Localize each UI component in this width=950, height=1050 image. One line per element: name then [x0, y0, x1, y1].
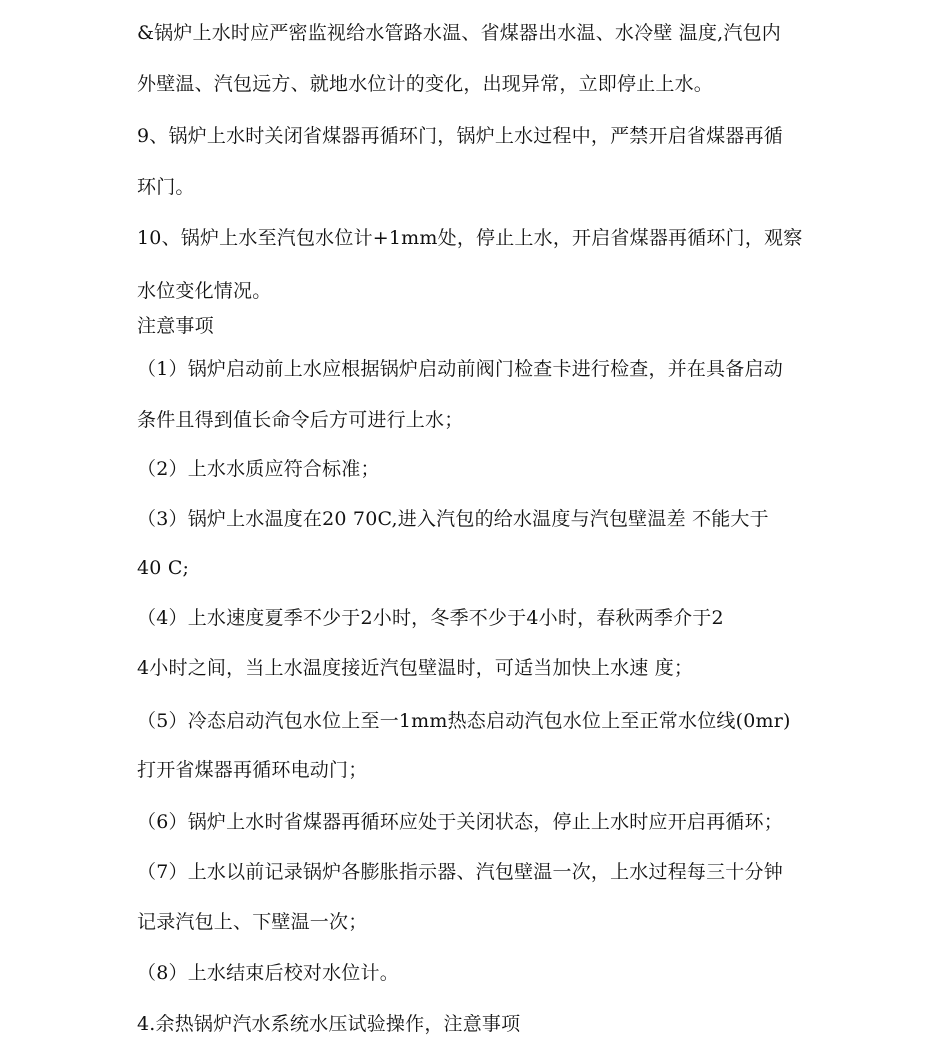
section-heading: 4.余热锅炉汽水系统水压试验操作，注意事项	[137, 1013, 521, 1035]
list-item: （7）上水以前记录锅炉各膨胀指示器、汽包壁温一次，上水过程每三十分钟	[137, 861, 783, 883]
list-item: （2）上水水质应符合标准；	[137, 458, 380, 480]
text-line: 4小时之间，当上水温度接近汽包壁温时，可适当加快上水速 度；	[137, 657, 694, 679]
section-heading: 注意事项	[137, 315, 214, 337]
text-line: 外壁温、汽包远方、就地水位计的变化，出现异常，立即停止上水。	[137, 73, 714, 95]
list-item: （5）冷态启动汽包水位上至一1mm热态启动汽包水位上至正常水位线(0mr)	[137, 710, 791, 732]
text-line: 记录汽包上、下壁温一次；	[137, 911, 368, 933]
text-line: 环门。	[137, 176, 195, 198]
list-item: （1）锅炉启动前上水应根据锅炉启动前阀门检查卡进行检查，并在具备启动	[137, 358, 783, 380]
text-line: 水位变化情况。	[137, 280, 272, 302]
text-line: 打开省煤器再循环电动门；	[137, 759, 368, 781]
list-item: （3）锅炉上水温度在20 70C,进入汽包的给水温度与汽包壁温差 不能大于	[137, 508, 769, 530]
list-item: （4）上水速度夏季不少于2小时，冬季不少于4小时，春秋两季介于2	[137, 607, 724, 629]
text-line: 条件且得到值长命令后方可进行上水；	[137, 409, 464, 431]
text-line: 9、锅炉上水时关闭省煤器再循环门，锅炉上水过程中，严禁开启省煤器再循	[137, 125, 783, 147]
list-item: （6）锅炉上水时省煤器再循环应处于关闭状态，停止上水时应开启再循环；	[137, 811, 783, 833]
text-line: 10、锅炉上水至汽包水位计+1mm处，停止上水，开启省煤器再循环门，观察	[137, 227, 803, 249]
text-line: &锅炉上水时应严密监视给水管路水温、省煤器出水温、水冷壁 温度,汽包内	[137, 22, 781, 44]
text-line: 40 C;	[137, 557, 190, 579]
list-item: （8）上水结束后校对水位计。	[137, 962, 399, 984]
